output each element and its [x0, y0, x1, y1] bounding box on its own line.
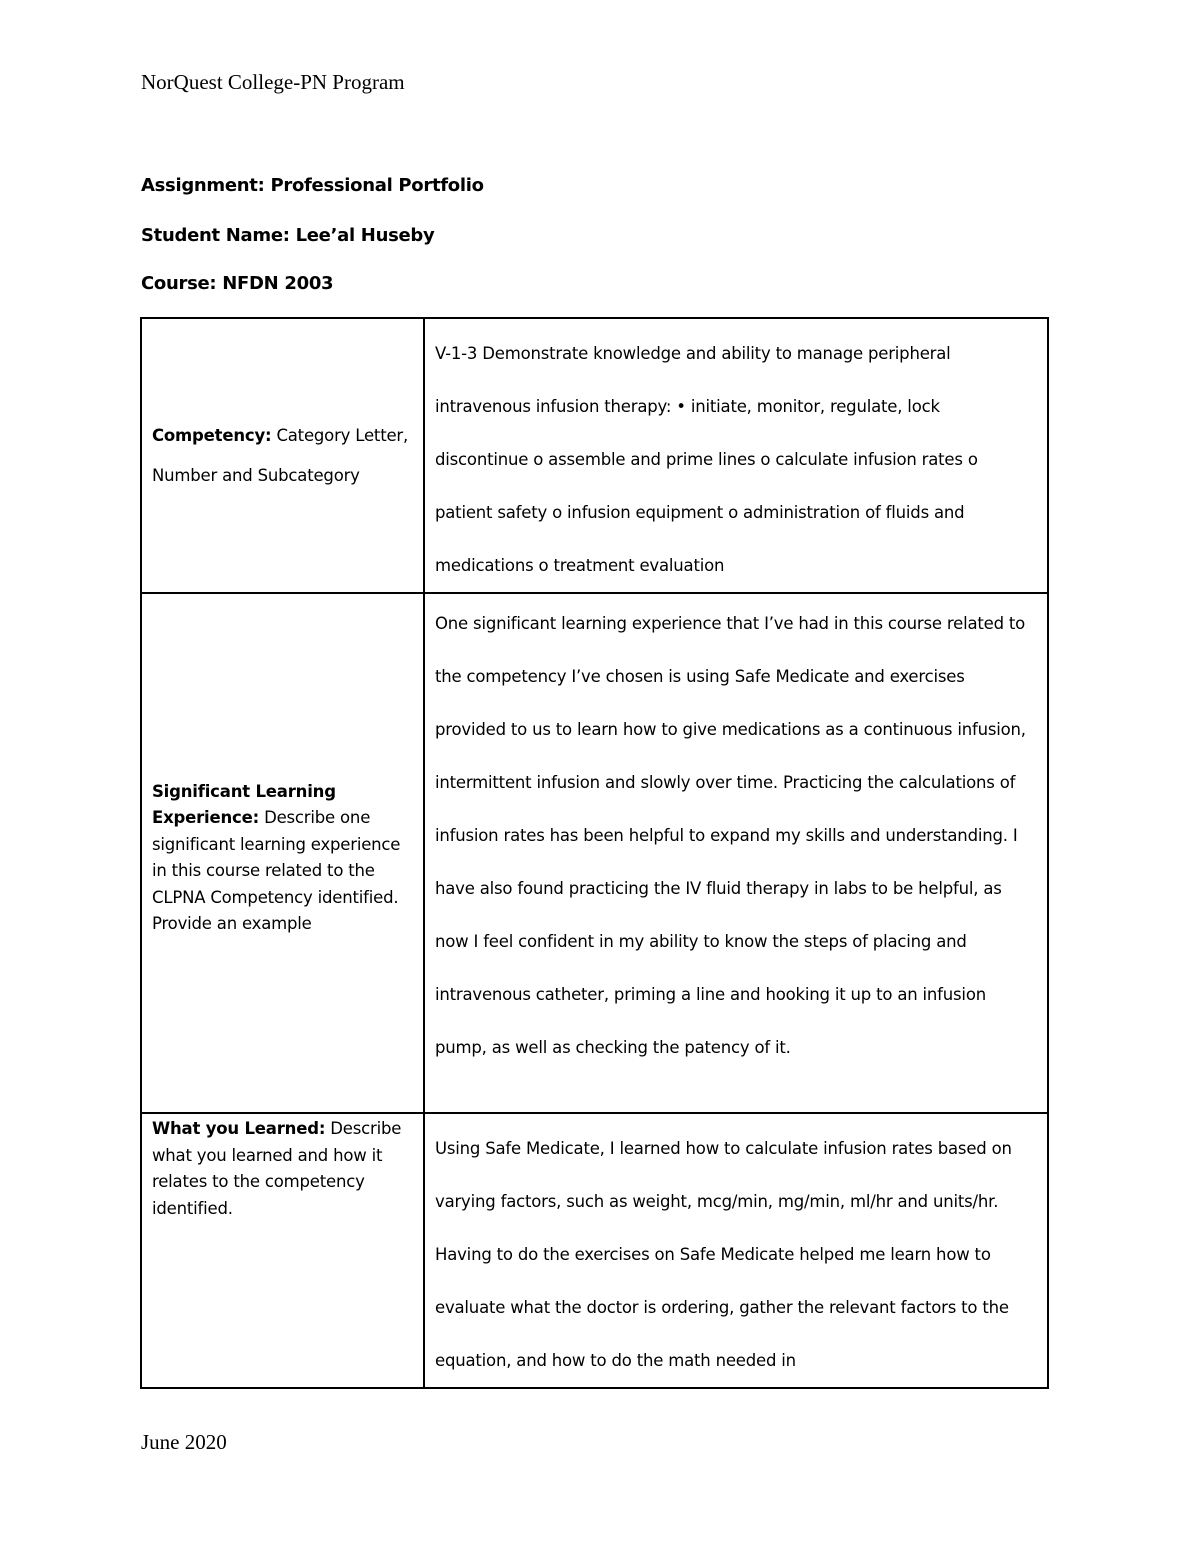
content-cell: [424, 318, 1048, 593]
content-cell: [424, 1113, 1048, 1388]
student-name: Student Name: Lee’al Huseby: [141, 225, 435, 246]
table-row-learning-experience: [141, 593, 1048, 1113]
label-rest: Describe what you learned and how it relates to the competency identified.: [152, 1119, 402, 1218]
page-header: NorQuest College-PN Program: [141, 70, 405, 94]
learning-experience-content: One significant learning experience that I’ve had in this course related to the competency I’ve chosen is using Safe Medicate and exercises provided to us to learn how to give medications as a continuous infusion, intermittent infusion and slowly over time. Practicing the calculations of infusion rates has been helpful to expand my skills and understanding. I have also found practicing the IV fluid therapy in labs to be helpful, as now I feel confident in my ability to know the steps of placing and intravenous catheter, priming a line and hooking it up to an infusion pump, as well as checking the patency of it.: [435, 614, 1026, 1057]
competency-content: V-1-3 Demonstrate knowledge and ability to manage peripheral intravenous infusion therapy: • initiate, monitor, regulate, lock discontinue o assemble and prime lines o calculate infusion rates o patient safety o infusion equipment o administration of fluids and medications o treatment evaluation: [435, 344, 978, 575]
label-cell: [141, 593, 424, 1113]
label-bold: Significant Learning Experience:: [152, 781, 336, 827]
portfolio-table: [140, 317, 1049, 1389]
label-bold: Competency:: [152, 425, 272, 445]
learning-experience-label: [152, 779, 413, 938]
table-row-what-learned: [141, 1113, 1048, 1388]
assignment-title: Assignment: Professional Portfolio: [141, 175, 484, 196]
course-code: Course: NFDN 2003: [141, 273, 334, 294]
content-cell: [424, 593, 1048, 1113]
table-row-competency: [141, 318, 1048, 593]
label-cell: [141, 1113, 424, 1388]
label-cell: [141, 318, 424, 593]
page-footer: June 2020: [141, 1430, 227, 1454]
label-rest: Describe one significant learning experience in this course related to the CLPNA Competency identified. Provide an example: [152, 808, 401, 933]
competency-label: [152, 416, 413, 496]
what-learned-content: Using Safe Medicate, I learned how to calculate infusion rates based on varying factors, such as weight, mcg/min, mg/min, ml/hr and units/hr. Having to do the exercises on Safe Medicate helped me learn how to evaluate what the doctor is ordering, gather the relevant factors to the equation, and how to do the math needed in: [435, 1139, 1012, 1370]
what-learned-label: [152, 1116, 413, 1222]
label-rest: Category Letter, Number and Subcategory: [152, 425, 409, 485]
label-bold: What you Learned:: [152, 1119, 326, 1138]
